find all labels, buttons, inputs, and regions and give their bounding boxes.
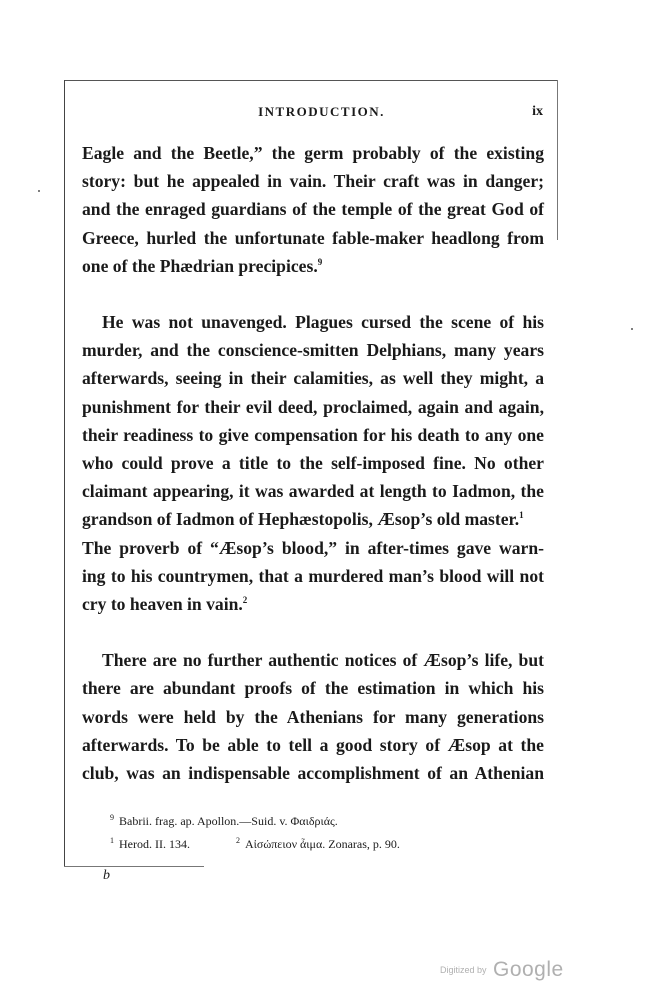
running-head: INTRODUCTION.	[258, 104, 385, 119]
text-line: story: but he appealed in vain. Their craft was in danger;	[82, 171, 544, 192]
text-line: there are abundant proofs of the estimation in which his	[82, 678, 544, 699]
footnotes	[110, 808, 530, 854]
text-line-content: grandson of Iadmon of Hephæstopolis, Æsop’s old master.	[82, 509, 520, 530]
text-line: words were held by the Athenians for many generations	[82, 706, 544, 727]
text-line: murder, and the conscience-smitten Delphians, many years	[82, 340, 544, 361]
scan-speck	[38, 190, 40, 192]
paragraph	[82, 308, 544, 618]
footnote-reference: 9	[317, 256, 323, 267]
text-line: their readiness to give compensation for his death to any one	[82, 424, 544, 445]
text-line: and the enraged guardians of the temple of the great God of	[82, 199, 544, 220]
page-border-right	[557, 80, 558, 240]
scan-speck	[631, 328, 633, 330]
footnote-reference: 1	[519, 510, 524, 521]
text-line: afterwards. To be able to tell a good story of Æsop at the	[82, 734, 544, 755]
text-line-content: cry to heaven in vain.	[82, 594, 243, 615]
text-line: He was not unavenged. Plagues cursed the scene of his	[102, 312, 544, 333]
text-line: The proverb of “Æsop’s blood,” in after-times gave warn-	[82, 537, 544, 558]
text-line: Eagle and the Beetle,” the germ probably of the existing	[82, 143, 544, 163]
page-header	[100, 104, 543, 124]
text-line	[82, 590, 544, 618]
text-line: ing to his countrymen, that a murdered man’s blood will not	[82, 565, 544, 586]
signature-mark: b	[103, 868, 110, 883]
watermark-prefix: Digitized by	[440, 965, 487, 975]
text-line: There are no further authentic notices of Æsop’s life, but	[102, 650, 544, 671]
footnote-mark: 1	[110, 836, 114, 845]
text-line	[82, 505, 544, 533]
text-line: punishment for their evil deed, proclaimed, again and again,	[82, 396, 544, 417]
text-line: who could prove a title to the self-imposed fine. No other	[82, 453, 544, 474]
paragraph	[82, 646, 544, 787]
page-border-top	[64, 80, 558, 81]
footnote-text: Αἰσώπειον ἆιμα. Zonaras, p. 90.	[244, 837, 400, 851]
footnote	[110, 831, 530, 854]
paragraph	[82, 139, 544, 280]
body-text	[82, 139, 544, 787]
google-logo: Google	[492, 958, 564, 981]
text-line: claimant appearing, it was awarded at length to Iadmon, the	[82, 481, 544, 502]
page-number: ix	[532, 104, 543, 119]
footnote-reference: 2	[242, 595, 248, 606]
page-border-left	[64, 80, 65, 866]
text-line: Greece, hurled the unfortunate fable-maker headlong from	[82, 227, 544, 248]
footnote-mark: 9	[110, 813, 114, 822]
text-line: afterwards, seeing in their calamities, as well they might, a	[82, 368, 544, 389]
text-line	[82, 252, 544, 280]
footnote-text: Babrii. frag. ap. Apollon.—Suid. v. Φαιδριάς.	[119, 814, 338, 828]
digitized-watermark	[440, 958, 564, 982]
footnote-mark: 2	[235, 836, 240, 845]
text-line: club, was an indispensable accomplishment of an Athenian	[82, 763, 544, 784]
footnote	[110, 808, 530, 831]
text-line-content: one of the Phædrian precipices.	[82, 255, 318, 276]
page-border-bottom	[64, 866, 204, 867]
footnote-text: Herod. II. 134.	[119, 837, 190, 851]
